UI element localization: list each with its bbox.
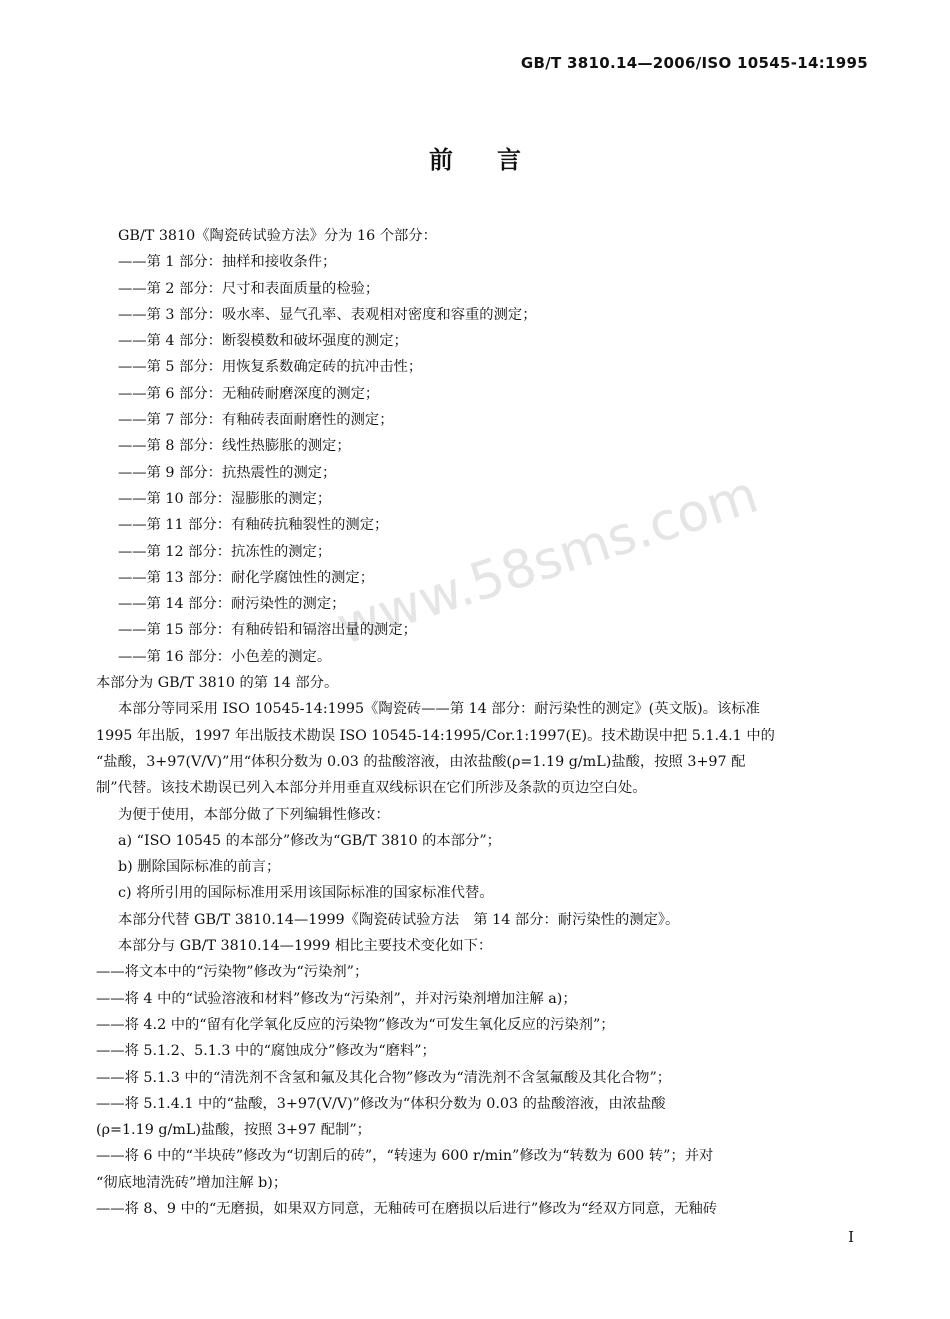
watermark: www.58sms.com [330,464,766,658]
text-line: 本部分代替 GB/T 3810.14—1999《陶瓷砖试验方法 第 14 部分：耐污染性的测定》。 [118,911,680,928]
list-item: ——第 6 部分：无釉砖耐磨深度的测定； [118,385,380,402]
list-item: ——第 16 部分：小色差的测定。 [118,648,332,665]
text-line: 本部分与 GB/T 3810.14—1999 相比主要技术变化如下： [118,938,493,955]
list-item: ——第 7 部分：有釉砖表面耐磨性的测定； [118,412,394,429]
list-item: ——第 11 部分：有釉砖抗釉裂性的测定； [118,517,389,534]
list-item: ——将 6 中的“半块砖”修改为“切割后的砖”，“转速为 600 r/min”修改为“转数为 600 转”；并对 [96,1148,714,1165]
list-item: ——第 8 部分：线性热膨胀的测定； [118,438,351,455]
list-item: ——第 4 部分：断裂模数和破坏强度的测定； [118,333,408,350]
text-line: GB/T 3810《陶瓷砖试验方法》分为 16 个部分： [118,228,437,244]
list-item: ——将 5.1.3 中的“清洗剂不含氢和氟及其化合物”修改为“清洗剂不含氢氟酸及其化合物”； [96,1069,672,1086]
list-item: ——将 8、9 中的“无磨损，如果双方同意，无釉砖可在磨损以后进行”修改为“经双方同意，无釉砖 [96,1200,718,1217]
foreword-body [96,223,860,1222]
list-item: a) “ISO 10545 的本部分”修改为“GB/T 3810 的本部分”； [118,832,501,849]
text-line: (ρ=1.19 g/mL)盐酸，按照 3+97 配制”； [96,1122,371,1139]
standard-number: GB/T 3810.14—2006/ISO 10545-14:1995 [520,54,868,72]
text-line: 本部分等同采用 ISO 10545-14:1995《陶瓷砖——第 14 部分：耐污染性的测定》(英文版)。该标准 [118,701,760,718]
list-item: ——第 5 部分：用恢复系数确定砖的抗冲击性； [118,359,423,376]
list-item: ——将 5.1.2、5.1.3 中的“腐蚀成分”修改为“磨料”； [96,1043,436,1060]
page-number: I [848,1228,854,1246]
list-item: ——第 10 部分：湿膨胀的测定； [118,490,332,507]
list-item: ——将 4 中的“试验溶液和材料”修改为“污染剂”，并对污染剂增加注解 a)； [96,990,577,1007]
text-line: 为便于使用，本部分做了下列编辑性修改： [118,806,390,823]
list-item: ——第 9 部分：抗热震性的测定； [118,464,337,481]
list-item: ——将 4.2 中的“留有化学氧化反应的污染物”修改为“可发生氧化反应的污染剂”； [96,1016,615,1033]
list-item: ——第 14 部分：耐污染性的测定； [118,596,346,613]
text-line: 制”代替。该技术勘误已列入本部分并用垂直双线标识在它们所涉及条款的页边空白处。 [96,780,647,797]
text-line: “盐酸，3+97(V/V)”用“体积分数为 0.03 的盐酸溶液，由浓盐酸(ρ=1.19 g/mL)盐酸，按照 3+97 配 [96,753,746,770]
text-line: 本部分为 GB/T 3810 的第 14 部分。 [96,675,339,692]
list-item: c) 将所引用的国际标准用采用该国际标准的国家标准代替。 [118,885,494,902]
text-line: “彻底地清洗砖”增加注解 b)； [96,1174,288,1191]
list-item: b) 删除国际标准的前言； [118,859,281,876]
list-item: ——第 15 部分：有釉砖铅和镉溶出量的测定； [118,622,417,639]
list-item: ——第 1 部分：抽样和接收条件； [118,254,337,271]
list-item: ——将文本中的“污染物”修改为“污染剂”； [96,964,369,981]
list-item: ——第 12 部分：抗冻性的测定； [118,543,332,560]
list-item: ——第 13 部分：耐化学腐蚀性的测定； [118,569,375,586]
list-item: ——将 5.1.4.1 中的“盐酸，3+97(V/V)”修改为“体积分数为 0.03 的盐酸溶液，由浓盐酸 [96,1095,666,1112]
page-title: 前言 [429,146,565,174]
list-item: ——第 2 部分：尺寸和表面质量的检验； [118,280,380,297]
list-item: ——第 3 部分：吸水率、显气孔率、表观相对密度和容重的测定； [118,306,537,323]
text-line: 1995 年出版，1997 年出版技术勘误 ISO 10545-14:1995/Cor.1:1997(E)。技术勘误中把 5.1.4.1 中的 [96,727,775,744]
